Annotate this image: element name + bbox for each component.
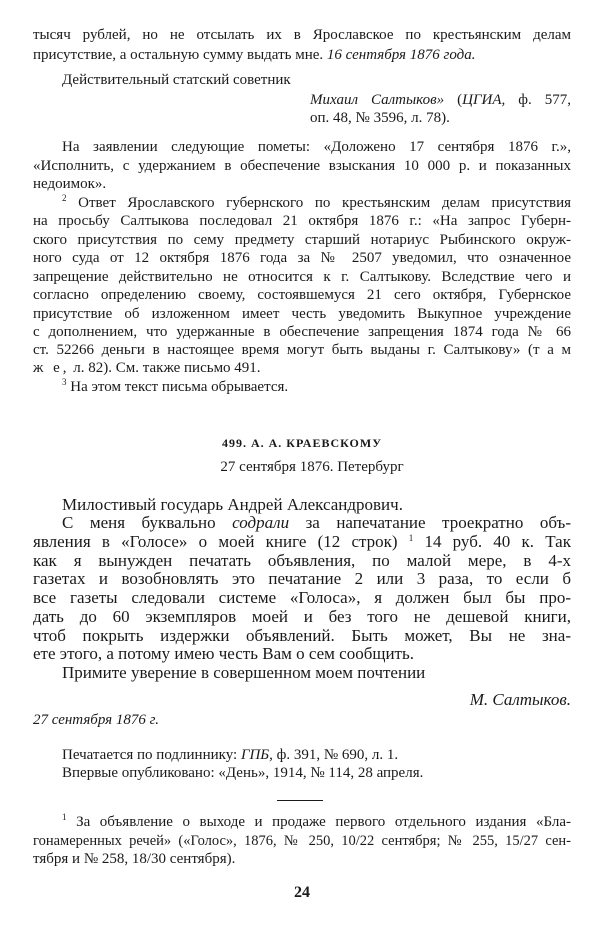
note-line: недоимок».	[33, 176, 107, 192]
letter-line: ете этого, а потому имею честь Вам о сем сообщить.	[33, 644, 414, 663]
note-2-line: на просьбу Салтыкова последовал 21 октября 1876 г.: «На запрос Губерн-	[33, 213, 571, 229]
date: 27 сентября 1876 г.	[33, 712, 160, 728]
letter-line: газетах и возобновлять это печатание 2 или 3 раза, то если б	[33, 569, 571, 588]
note-3-line	[62, 377, 571, 397]
note-2-line: присутствие об изложенном имеет честь уведомить Выкупное учреждение	[33, 305, 571, 322]
signature-name: Михаил Салтыков»	[310, 92, 445, 108]
note-2-line: запрещение действительно не относится к г. Салтыкову. Вследствие чего и	[33, 268, 571, 285]
first-published-line: Впервые опубликовано: «День», 1914, № 114, 28 апреля.	[62, 765, 424, 781]
signature-line	[310, 90, 571, 110]
text: С меня буквально	[62, 513, 216, 532]
letter-line: как я вынужден печатать объявления, по малой мере, в 4-х	[33, 551, 571, 570]
salutation: Милостивый государь Андрей Александрович.	[62, 495, 403, 514]
archive-name: ГПБ,	[240, 747, 273, 763]
page-number: 24	[294, 884, 310, 901]
archive-ref	[457, 92, 505, 108]
letter-line: дать до 60 экземпляров моей и без того не дешевой книги,	[33, 607, 571, 626]
text-line	[33, 45, 571, 65]
note-2-line	[62, 193, 571, 213]
footnote-number: 1	[62, 812, 67, 822]
note-number: 3	[62, 377, 67, 387]
footnote-line	[62, 812, 571, 832]
note-2-line: согласно определению своему, состоявшемуся 21 сего октября, Губернское	[33, 287, 571, 303]
text: На этом текст письма обрывается.	[70, 379, 289, 395]
letter-line	[62, 513, 571, 533]
footnote-line: гонамеренных речей» («Голос», 1876, № 250, 10/22 сентября; № 255, 15/27 сен-	[33, 833, 571, 849]
letter-date	[33, 710, 571, 730]
letter-heading: 499. А. А. КРАЕВСКОМУ	[221, 436, 383, 450]
letter-line	[33, 532, 571, 552]
footnote-ref: 1	[408, 533, 414, 543]
note-2-line: с дополнением, что удержанные в обеспечение запрещения 1874 года № 66	[33, 324, 571, 340]
note-line: На заявлении следующие пометы: «Доложено 17 сентября 1876 г.»,	[62, 139, 571, 155]
archive-ref-line: оп. 48, № 3596, л. 78).	[310, 110, 450, 126]
note-number: 2	[62, 192, 67, 203]
text: явления в «Голосе» о моей книге (12 строк)	[33, 532, 398, 551]
note-2-line	[33, 358, 571, 378]
text: ф. 391, № 690, л. 1.	[276, 747, 399, 763]
note-2-line: ст. 52266 деньги в настоящее время могут быть выданы г. Салтыкову» (т а м	[33, 342, 571, 358]
date-italic: 16 сентября 1876 года.	[326, 47, 476, 63]
italic-word: содрали	[232, 513, 290, 532]
letter-closing: Примите уверение в совершенном моем почтении	[62, 663, 426, 682]
source-line	[62, 745, 571, 765]
archive-fond: ф. 577,	[518, 92, 571, 108]
footnote-divider	[277, 800, 323, 801]
signature: М. Салтыков.	[469, 690, 571, 709]
note-line: «Исполнить, с удержанием в обеспечение взыскания 10 000 р. и показанных	[33, 157, 571, 174]
letter-line: чтоб покрыть издержки объявлений. Быть может, Вы не зна-	[33, 626, 571, 645]
text: За объявление о выходе и продаже первого отдельного издания «Бла-	[76, 814, 572, 830]
text-line: тысяч рублей, но не отсылать их в Ярославское по крестьянским делам	[33, 27, 571, 43]
note-2-line: ского присутствия по сему предмету старший нотариус Рыбинского окруж-	[33, 231, 571, 248]
text: Ответ Ярославского губернского по крестьянским делам присутствия	[78, 194, 571, 211]
note-2-line: ного суда от 12 октября 1876 года за № 2507 уведомил, что означенное	[33, 250, 571, 266]
spaced-text: ж е,	[33, 360, 70, 376]
signature-title: Действительный статский советник	[62, 72, 291, 88]
paren: (	[457, 92, 463, 108]
letter-signature	[33, 690, 571, 710]
text: присутствие, а остальную сумму выдать мне.	[33, 47, 324, 63]
text: л. 82). См. также письмо 491.	[73, 360, 261, 376]
footnote-line: тября и № 258, 18/30 сентября).	[33, 851, 236, 867]
text: за напечатание троекратно объ-	[305, 513, 572, 532]
archive-name: ЦГИА,	[462, 92, 506, 108]
text: Печатается по подлиннику:	[62, 747, 238, 763]
letter-line: все газеты следовали системе «Голоса», я должен был бы про-	[33, 588, 571, 607]
text: 14 руб. 40 к. Так	[424, 532, 571, 551]
letter-date-place: 27 сентября 1876. Петербург	[220, 459, 404, 475]
